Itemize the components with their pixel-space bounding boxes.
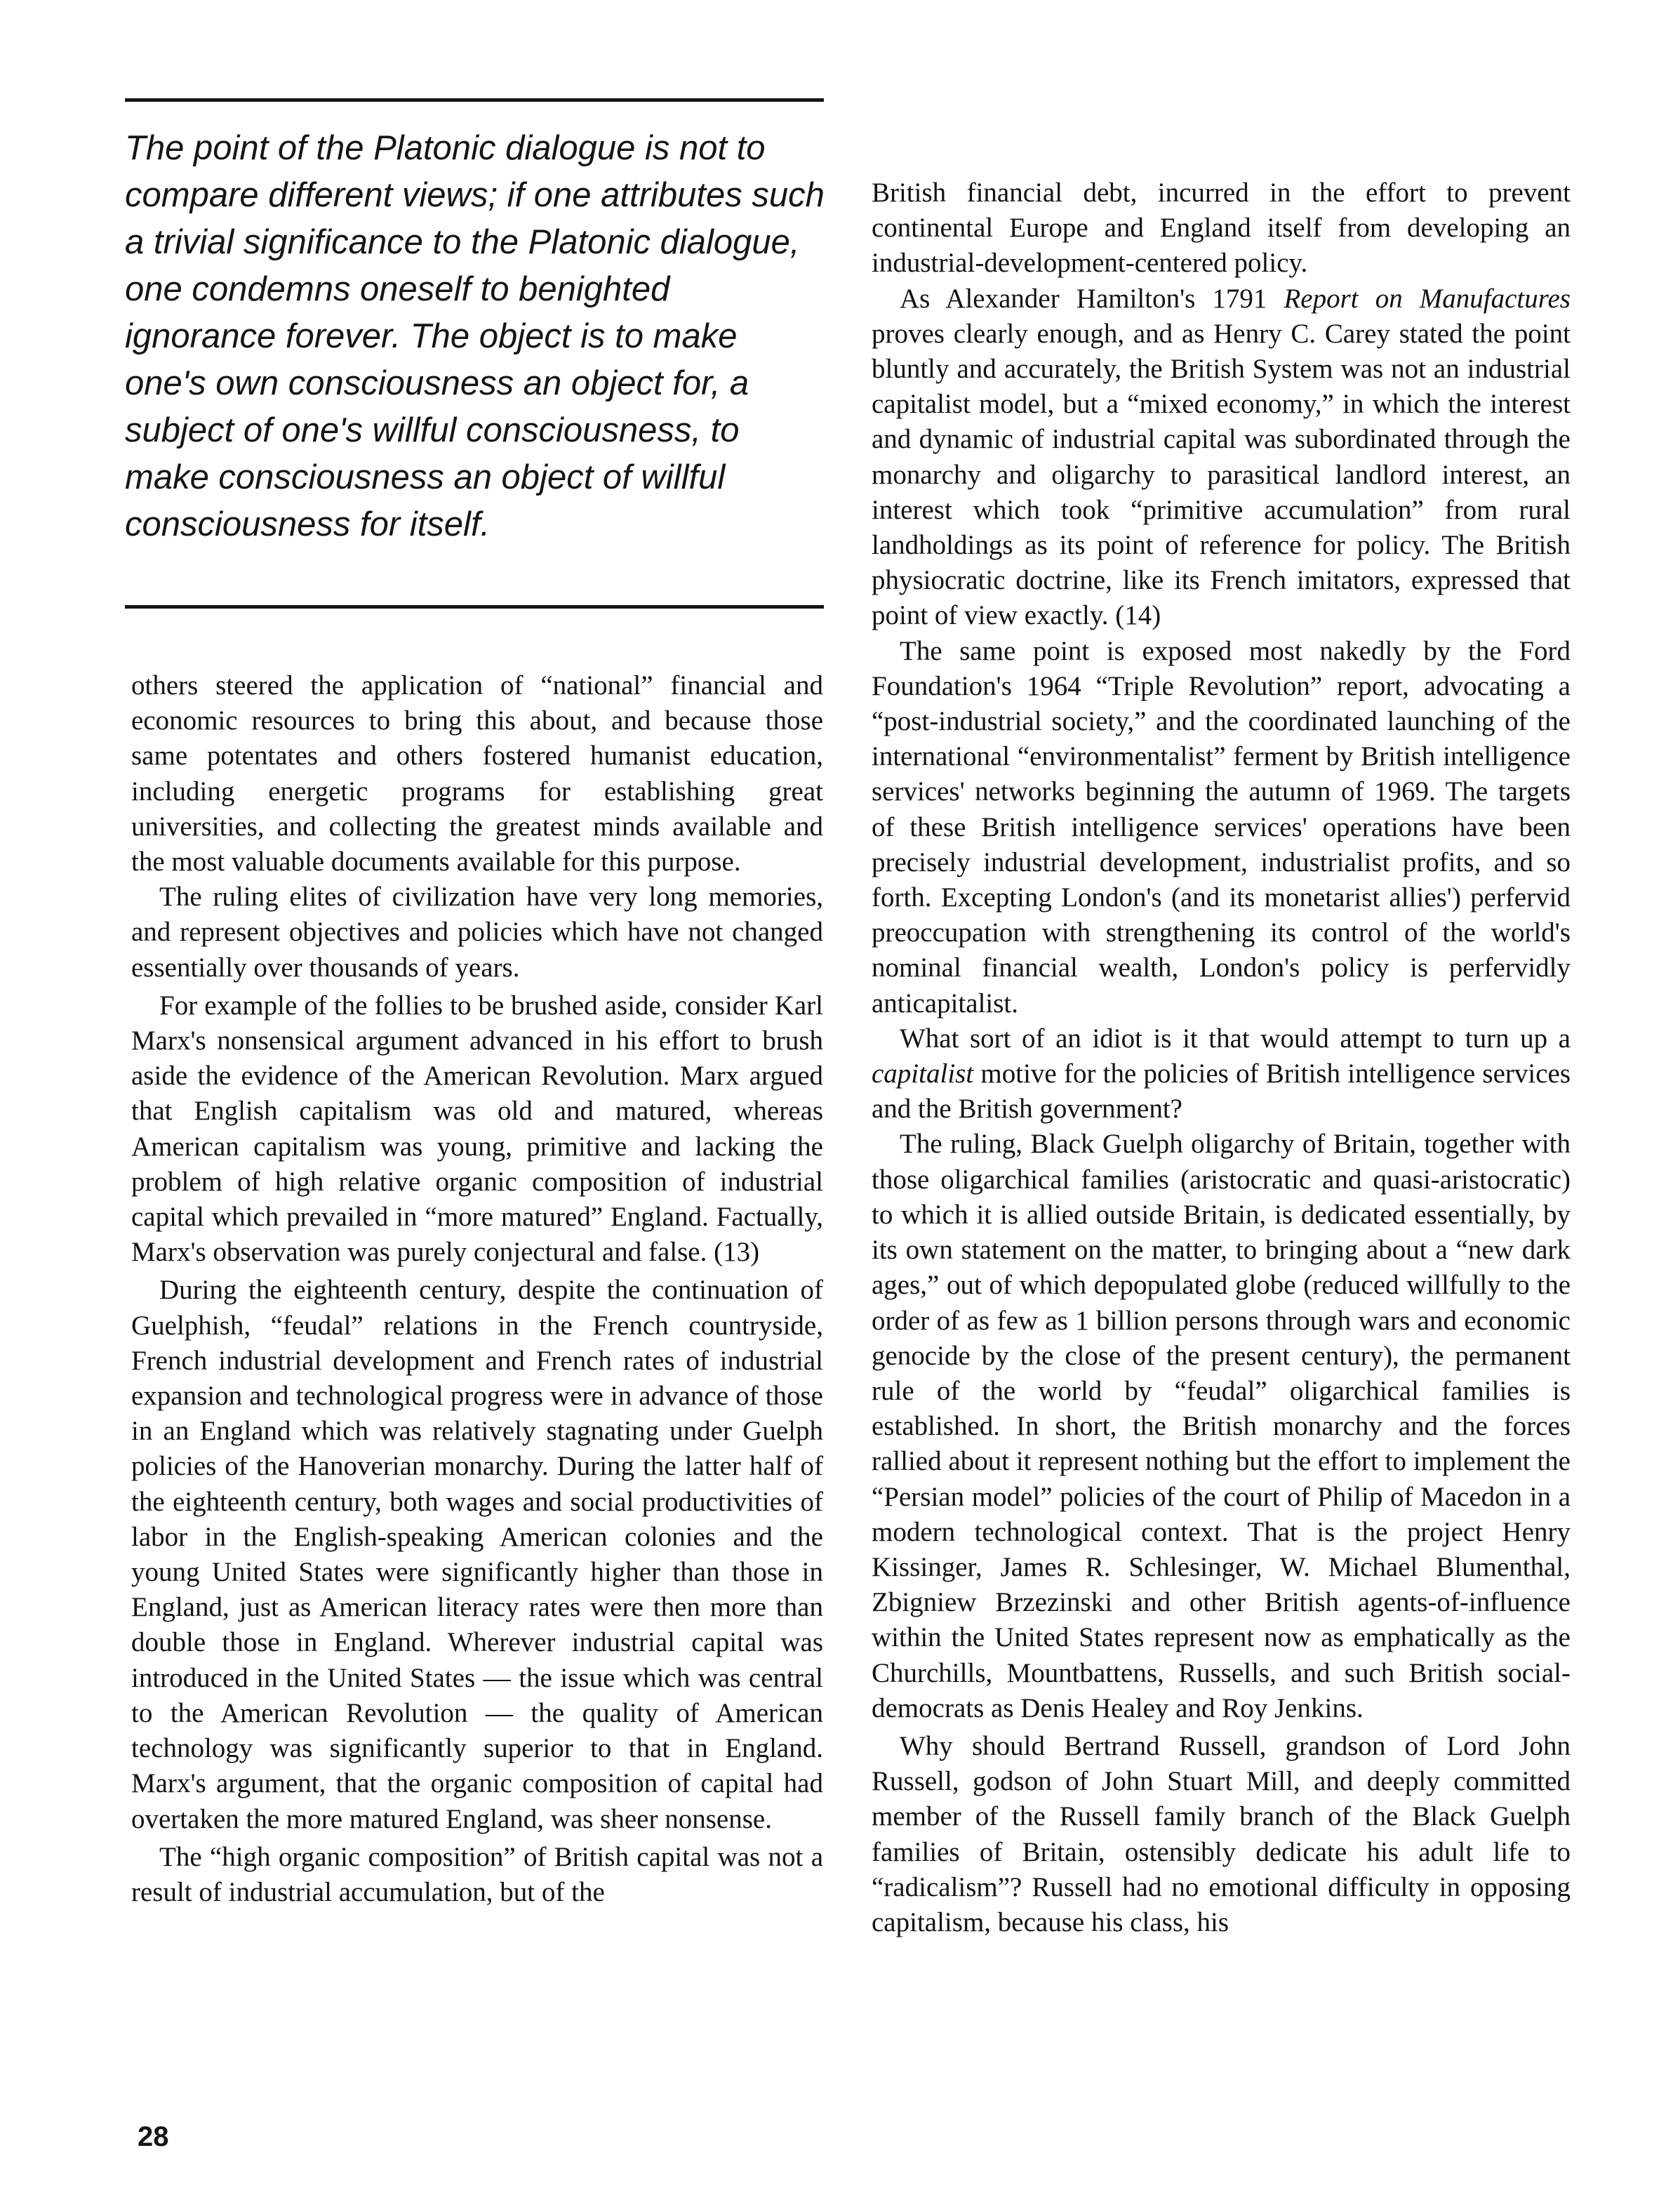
right-paragraph-5: The ruling, Black Guelph oligarchy of Britain, together with those oligarchical families (aristocratic and quasi-aristocratic) to which it is allied outside Britain, is dedicated essentially, by its own statement on the matter, to bringing about a “new dark ages,” out of which depopulated globe (reduced willfully to the order of as few as 1 billion persons through wars and economic genocide by the close of the present century), the permanent rule of the world by “feudal” oligarchical families is established. In short, the British monarchy and the forces rallied about it represent nothing but the effort to implement the “Persian model” policies of the court of Philip of Macedon in a modern technological context. That is the project Henry Kissinger, James R. Schlesinger, W. Michael Blumenthal, Zbigniew Brzezinski and other British agents-of-influence within the United States represent now as emphatically as the Churchills, Mountbattens, Russells, and such British social-democrats as Denis Healey and Roy Jenkins.	[872, 1129, 1571, 1723]
left-column	[131, 668, 823, 1910]
left-paragraph-4: During the eighteenth century, despite the continuation of Guelphish, “feudal” relations in the French countryside, French industrial development and French rates of industrial expansion and technological progress were in advance of those in an England which was relatively stagnating under Guelph policies of the Hanoverian monarchy. During the latter half of the eighteenth century, both wages and social productivities of labor in the English-speaking American colonies and the young United States were significantly higher than those in England, just as American literacy rates were then more than double those in England. Wherever industrial capital was introduced in the United States — the issue which was central to the American Revolution — the quality of American technology was significantly superior to that in England. Marx's argument, that the organic composition of capital had overtaken the more matured England, was sheer nonsense.	[131, 1275, 823, 1834]
right-paragraph-3: The same point is exposed most nakedly by the Ford Foundation's 1964 “Triple Revolution” report, advocating a “post-industrial society,” and the coordinated launching of the international “environmentalist” ferment by British intelligence services' networks beginning the autumn of 1969. The targets of these British intelligence services' operations have been precisely industrial development, industrialist profits, and so forth. Excepting London's (and its monetarist allies') perfervid preoccupation with strengthening its control of the world's nominal financial wealth, London's policy is perfervidly anticapitalist.	[872, 635, 1571, 1019]
left-paragraph-1: others steered the application of “national” financial and economic resources to bring this about, and because those same potentates and others fostered humanist education, including energetic programs for establishing great universities, and collecting the greatest minds available and the most valuable documents available for this purpose.	[131, 670, 823, 877]
pull-quote-bottom-rule	[125, 605, 824, 609]
right-paragraph-6: Why should Bertrand Russell, grandson of Lord John Russell, godson of John Stuart Mill, and deeply committed member of the Russell family branch of the Black Guelph families of Britain, ostensibly dedicate his adult life to “radicalism”? Russell had no emotional difficulty in opposing capitalism, because his class, his	[872, 1730, 1571, 1937]
right-paragraph-1: British financial debt, incurred in the effort to prevent continental Europe and England itself from developing an industrial-development-centered policy.	[872, 178, 1571, 279]
right-paragraph-4-text-a: What sort of an idiot is it that would attempt to turn up a	[900, 1023, 1571, 1054]
page-number: 28	[138, 2121, 169, 2152]
right-paragraph-2	[872, 281, 1571, 634]
right-column	[872, 175, 1571, 1940]
pull-quote: The point of the Platonic dialogue is not to compare different views; if one attributes such a trivial significance to the Platonic dialogue, one condemns oneself to benighted ignorance forever. The object is to make one's own consciousness an object for, a subject of one's willful consciousness, to make consciousness an object of willful consciousness for itself.	[125, 129, 825, 543]
left-paragraph-5: The “high organic composition” of British capital was not a result of industrial accumulation, but of the	[131, 1841, 823, 1907]
right-paragraph-2-text-a: As Alexander Hamilton's 1791	[900, 283, 1284, 314]
left-paragraph-3: For example of the follies to be brushed aside, consider Karl Marx's nonsensical argument advanced in his effort to brush aside the evidence of the American Revolution. Marx argued that English capitalism was old and matured, whereas American capitalism was young, primitive and lacking the problem of high relative organic composition of industrial capital which prevailed in “more matured” England. Factually, Marx's observation was purely conjectural and false. (13)	[131, 990, 823, 1268]
pull-quote-top-rule	[125, 98, 824, 102]
right-paragraph-4	[872, 1021, 1571, 1127]
capitalist-emphasis: capitalist	[872, 1059, 974, 1089]
right-paragraph-2-text-b: proves clearly enough, and as Henry C. Carey stated the point bluntly and accurately, the British System was not an industrial capitalist model, but a “mixed economy,” in which the interest and dynamic of industrial capital was subordinated through the monarchy and oligarchy to parasitical landlord interest, an interest which took “primitive accumulation” from rural landholdings as its point of reference for policy. The British physiocratic doctrine, like its French imitators, expressed that point of view exactly. (14)	[872, 318, 1571, 631]
report-on-manufactures-title: Report on Manufactures	[1284, 283, 1571, 314]
right-paragraph-4-text-b: motive for the policies of British intelligence services and the British government?	[872, 1059, 1571, 1125]
left-paragraph-2: The ruling elites of civilization have very long memories, and represent objectives and policies which have not changed essentially over thousands of years.	[131, 882, 823, 983]
